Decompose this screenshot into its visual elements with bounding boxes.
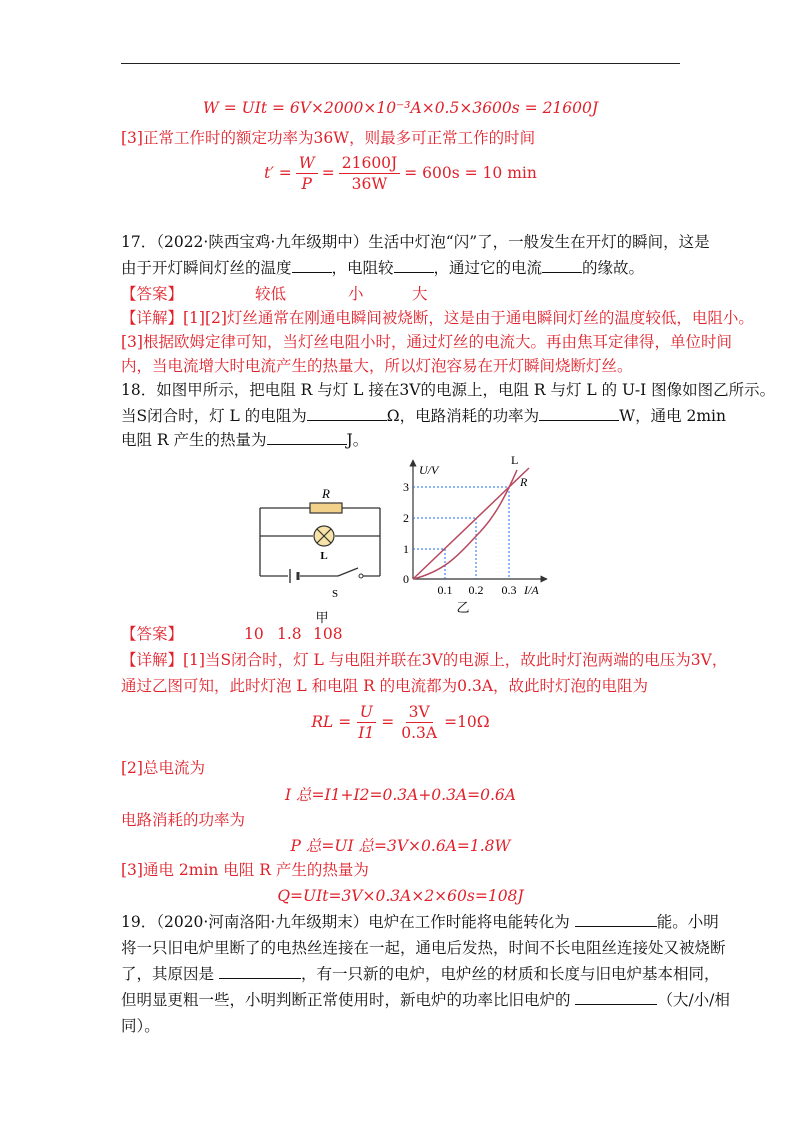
- x-tick-0.2: 0.2: [468, 583, 484, 597]
- q18-blank-2: [539, 406, 619, 421]
- q18-step2: [2]总电流为: [121, 759, 205, 777]
- resistor-symbol: [310, 503, 342, 513]
- q17-blank-2: [394, 258, 434, 273]
- x-tick-0.3: 0.3: [501, 583, 517, 597]
- resistor-line: [413, 468, 529, 579]
- q18-stem-line1: 18．如图甲所示，把电阻 R 与灯 L 接在3V的电源上，电阻 R 与灯 L 的 U-I 图像如图乙所示。: [121, 381, 776, 399]
- y-tick-1: 1: [403, 542, 409, 556]
- resistor-label: R: [322, 486, 330, 501]
- q18-detail-line1: 【详解】[1]当S闭合时，灯 L 与电阻并联在3V的电源上，故此时灯泡两端的电压为3V，: [121, 651, 728, 669]
- q17-detail-line3: 内，当电流增大时电流产生的热量大，所以灯泡容易在开灯瞬间烧断灯丝。: [121, 357, 633, 375]
- q18-blank-1: [307, 406, 387, 421]
- circuit-diagram: [250, 478, 395, 628]
- q18-stem-line2: 当S闭合时，灯 L 的电阻为 Ω，电路消耗的功率为 W，通电 2min: [121, 407, 726, 425]
- figure-jia-caption: 甲: [315, 610, 329, 625]
- figure-yi-caption: 乙: [456, 600, 470, 615]
- q18-answer: 【答案】 10 1.8 108: [121, 625, 343, 643]
- q17-blank-1: [292, 258, 332, 273]
- q17-blank-3: [542, 258, 582, 273]
- q19-blank-1: [575, 912, 657, 927]
- equation-time: t′ = $\frac{W}{P}$ = $\frac{21600J}{36W}$ = 600s = 10 min: [264, 153, 537, 193]
- q18-power-text: 电路消耗的功率为: [121, 811, 246, 829]
- solution-step3-text: [3]正常工作时的额定功率为36W，则最多可正常工作的时间: [121, 129, 536, 147]
- equation-power: P 总=UI 总=3V×0.6A=1.8W: [290, 837, 511, 855]
- battery-symbol: [290, 569, 298, 583]
- origin-label: 0: [403, 572, 409, 586]
- x-axis-label: I/A: [524, 583, 539, 597]
- q19-blank-3: [575, 990, 657, 1005]
- lamp-label: L: [320, 550, 328, 562]
- header-rule: [121, 63, 680, 64]
- q17-detail-line2: [3]根据欧姆定律可知，当灯丝电阻小时，通过灯丝的电流大。再由焦耳定律得，单位时间: [121, 333, 732, 351]
- line-R-label: R: [520, 475, 528, 489]
- lamp-curve: [413, 470, 517, 579]
- q17-stem-line2: 由于开灯瞬间灯丝的温度 ，电阻较 ，通过它的电流 的缘故。: [121, 259, 645, 277]
- q19-stem-line3: 了，其原因是 ，有一只新的电炉，电炉丝的材质和长度与旧电炉基本相同，: [121, 965, 720, 983]
- equation-total-current: I 总=I1+I2=0.3A+0.3A=0.6A: [285, 786, 516, 804]
- q18-detail-line2: 通过乙图可知，此时灯泡 L 和电阻 R 的电流都为0.3A，故此时灯泡的电阻为: [121, 677, 649, 695]
- switch-symbol: [338, 568, 363, 578]
- q18-step3: [3]通电 2min 电阻 R 产生的热量为: [121, 861, 369, 879]
- x-tick-0.1: 0.1: [437, 583, 453, 597]
- lamp-symbol: [314, 526, 334, 546]
- equation-lamp-resistance: RL = $\frac{U}{I1}$ = $\frac{3V}{0.3A}$ =10Ω: [311, 702, 490, 742]
- q19-stem-line4: 但明显更粗一些，小明判断正常使用时，新电炉的功率比旧电炉的 （大/小/相: [121, 991, 730, 1009]
- q17-answer: 【答案】 较低 小 大: [121, 285, 428, 303]
- ui-graph: [395, 452, 560, 622]
- y-axis-label: U/V: [419, 463, 439, 477]
- q19-stem-line1: 19．（2020·河南洛阳·九年级期末）电炉在工作时能将电能转化为 能。小明: [121, 913, 719, 931]
- q19-stem-line2: 将一只旧电炉里断了的电热丝连接在一起，通电后发热，时间不长电阻丝连接处又被烧断: [121, 939, 726, 957]
- q18-blank-3: [267, 430, 347, 445]
- switch-label: S: [331, 588, 339, 600]
- y-tick-3: 3: [403, 480, 409, 494]
- q19-stem-line5: 同）。: [121, 1017, 160, 1035]
- q19-blank-2: [219, 964, 301, 979]
- q17-detail-line1: 【详解】[1][2]灯丝通常在刚通电瞬间被烧断，这是由于通电瞬间灯丝的温度较低，电阻小。: [121, 309, 754, 327]
- equation-work: W = UIt = 6V×2000×10⁻³A×0.5×3600s = 21600J: [202, 99, 599, 117]
- y-tick-2: 2: [403, 511, 409, 525]
- curve-L-label: L: [511, 453, 519, 467]
- equation-heat: Q=UIt=3V×0.3A×2×60s=108J: [277, 887, 524, 905]
- q17-stem-line1: 17．（2022·陕西宝鸡·九年级期中）生活中灯泡“闪”了，一般发生在开灯的瞬间，这是: [121, 233, 710, 251]
- q18-stem-line3: 电阻 R 产生的热量为 J。: [121, 431, 369, 449]
